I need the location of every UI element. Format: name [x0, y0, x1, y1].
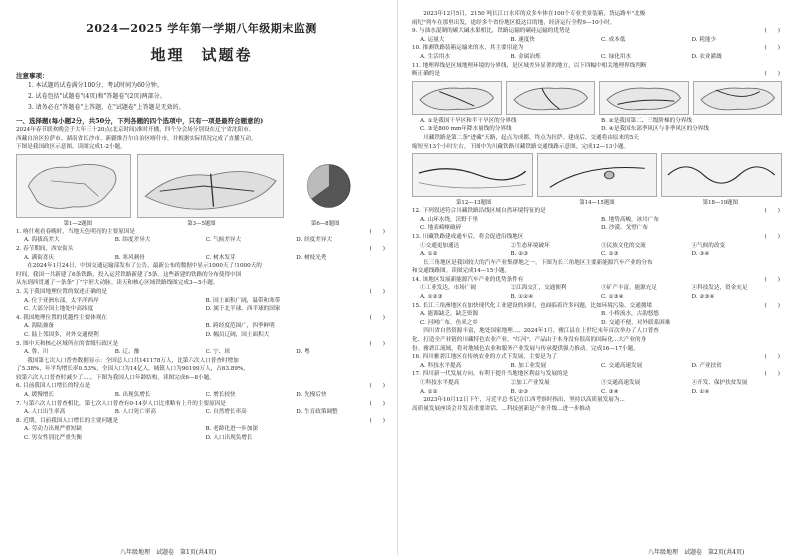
- option-b[interactable]: B. 加工业发展: [510, 362, 547, 369]
- option-c[interactable]: C. 河网广布，鱼米之乡: [420, 319, 478, 326]
- figure-row: [16, 154, 387, 218]
- exam-title: 2024—2025 学年第一学期八年级期末监测: [86, 22, 317, 35]
- option-b[interactable]: B. 寒风刺骨: [114, 254, 145, 261]
- question-13: 13. 川藏铁路建成通车后，将会促进沿线地区 ( ): [412, 233, 780, 240]
- question-17-statements: [420, 379, 782, 388]
- option-b[interactable]: B. 出现负增长: [114, 392, 151, 399]
- option-b[interactable]: B. 地势高峻，冰川广布: [601, 216, 660, 223]
- question-3-options: [24, 305, 387, 314]
- question-2-options: [24, 254, 387, 263]
- option-c[interactable]: C. 大部分国土地处中高纬度: [24, 306, 94, 313]
- intro-paragraph: 在2024年1月24日，中国交通运输部发布了公告，最新公布的数据中显示1000天了!1000天的: [16, 263, 262, 270]
- figure-caption: 第6—8题图: [310, 220, 340, 227]
- option-d[interactable]: D. 耗能少: [691, 36, 717, 43]
- statement: ④科技发达，资金充足: [691, 285, 748, 292]
- option-c[interactable]: C. ①③④: [601, 294, 624, 301]
- statement: ③矿产丰富，能源充足: [601, 285, 657, 292]
- question-14-options: [420, 293, 782, 302]
- boundary-maps: [412, 81, 782, 115]
- railway-route-figure: [412, 153, 533, 197]
- statement: ④开发、保护扶贫发展: [691, 380, 748, 386]
- intro-paragraph: 雨纪"列车在那里出发，途经多个省份地区抵达目的地，经济运行全程9—10小时。: [412, 19, 616, 26]
- option-b[interactable]: B. 速度快: [510, 36, 535, 43]
- question-4: 4. 我国地理位置的优越性主要体现在 ( ): [16, 314, 385, 321]
- option-c[interactable]: C. 树木发芽: [205, 254, 236, 261]
- option-a[interactable]: A. 缓慢增长: [24, 392, 54, 399]
- question-11: 断正确的是 ( ): [412, 71, 780, 78]
- question-15-options: [420, 310, 782, 319]
- question-11-options: [420, 125, 782, 134]
- intro-paragraph: 和交通线路图。读图完成14—15小题。: [412, 268, 511, 275]
- intro-paragraph: 下图是我国政区示意图。读图完成1-2小题。: [16, 144, 126, 151]
- question-15-options: [420, 319, 782, 328]
- intro-paragraph: 2024年春节联欢晚会于大年三十20点(北京时间)准时开播，四个分会场分别设在辽宁省沈阳市、: [16, 127, 255, 133]
- question-12: 12. 下列叙述符合川藏铁路沿线区域自然环境特征的是 ( ): [412, 208, 780, 215]
- option-d[interactable]: D. ①④: [691, 388, 710, 395]
- option-d[interactable]: D. 沙漠、戈壁广布: [601, 225, 648, 232]
- question-3-options: [24, 297, 387, 306]
- option-b[interactable]: B. ②是我国第二、三级阶梯的分界线: [601, 117, 692, 124]
- question-8: 8. 近期，目前我国人口增长的主要问题是 ( ): [16, 417, 385, 424]
- figure-caption: 第12—13题图: [456, 200, 492, 207]
- option-d[interactable]: D. 人口出现负增长: [205, 435, 253, 442]
- figure-row: [412, 153, 782, 197]
- option-c[interactable]: C. 成本低: [601, 36, 626, 43]
- question-7: 7. 与第六次人口普查相比，第七次人口普查有0-14岁人口比重略有上升的主要原因是 ( ): [16, 400, 385, 407]
- option-d[interactable]: D. ③④: [691, 251, 710, 258]
- option-b[interactable]: B. ②③: [510, 388, 529, 395]
- exam-page-1: 2024—2025 学年第一学期八年级期末监测 地理 试题卷 注意事项： 1. 本试题的试卷满分100分，考试时间为60分钟。 2. 试卷包括"试题卷"(4页)和"答题卷"(2页)两部分。 3. 请务必在"答题卷"上答题，在"试题卷"上答题是无效的。 一、选择题(每小题2分，共50分，下列各题的四个选项中，只有一项是最符合题意的) 2024年春节联欢晚会于大年三十20点(北京时间)准时开播，四个分会场分别设在辽宁省沈阳市、 西藏自治区拉萨市、湖南省长沙市、新疆维吾尔自治区喀什市，并根据实际情况完成了直播互动， 下图是我国政区示意图。读图完成1-2小题。 第1—2题图 第3—5题图 第6—8题图 1. 喀什观看春晚时，当地天色明亮的主要原因是 ( ) A. 海拔高差大 B. 纬度差异大 C. 气候差异大 D. 经度差异大 2. 春节期间，西安街头 ( ) A. 满街喜庆 B. 寒风刺骨 C. 树木发芽 D. 树枝光秃 在2024年1月24日，中国交通运输部发布了公告，最新公布的数据中显示1000天了!1000天的 时间，我国一共新建了6条铁路，投入运营铁路新建了5条。这些新建的铁路的分布使得中国 从东到西贯通了一条条"丁"字形大动脉。读天和核心区域铁路线图完成3—5小题。 3. 关于我国地理位置的叙述正确的是 ( ) A. 位于亚洲东部，太平洋西岸 B. 国土面积广阔，温带和寒带 C. 大部分国土地处中高纬度 D. 属于北半球、西半球的国家 4. 我国地理位置的优越性主要体现在 ( ) A. 海陆兼备 B. 跨经度范围广，四季鲜明 C. 陆上邻国多，对外交通便利 D. 幅员辽阔，国土面积大 5. 图中天和核心区域所在的省级行政区是 ( ) A. 鲁、川 B. 辽、豫 C. 宁、琼 D. 粤 我国第七次人口普查数据显示：全国总人口共141178万人，比第六次人口普查时增加 了5.38%，年平均增长率0.53%，全国人口为14亿人，城镇人口为90199万人，占63.89%， 较第六次人口普查时减少了....。下图为我国人口年龄结构，读图完成6—8小题。 6. 目前我国人口增长的特点是 ( ) A. 缓慢增长 B. 出现负增长 C. 增长较快 D. 先慢后快 7. 与第六次人口普查相比，第七次人口普查有0-14岁人口比重略有上升的主要原因是 ( ) A. 人口出生率高 B. 人口死亡率高 C. 自然增长率高 D. 生育政策调整 8. 近期，目前我国人口增长的主要问题是 ( ) A. 劳动力出现严重短缺 B. 老龄化进一步加深 C. 男女性别比严重失衡 D. 人口出现负增长 八年级地理 试题卷 第1页(共4页): [16, 22, 385, 555]
- yangtze-delta-figure: [537, 153, 658, 197]
- option-a[interactable]: A. ①是我国干旱区和半干旱区的分界线: [420, 117, 517, 124]
- option-a[interactable]: A. 海陆兼备: [24, 323, 54, 330]
- question-9: 9. 与油水混制的碳大碱水果相比，铁路运输的碳硅运输的优势是 ( ): [412, 28, 780, 35]
- boundary-map-3: [599, 81, 689, 115]
- statement: ①工业发达，市场广阔: [420, 285, 476, 292]
- option-a[interactable]: A. ①②③: [420, 294, 443, 301]
- question-5-options: [24, 348, 387, 357]
- question-5: 5. 图中天和核心区域所在的省级行政区是 ( ): [16, 340, 385, 347]
- intro-paragraph: 从东到西贯通了一条条"丁"字形大动脉。读天和核心区域铁路线图完成3—5小题。: [16, 280, 219, 287]
- option-c[interactable]: C. ③是800 mm年降水量线的分界线: [420, 126, 512, 133]
- option-a[interactable]: A. 能源缺乏，缺乏资源: [420, 311, 478, 318]
- question-2: 2. 春节期间，西安街头 ( ): [16, 245, 385, 252]
- intro-paragraph: 川藏铁路是第二条"进藏"天路，起点为成都，终点为拉萨。建成后，交通将由原来的5天: [412, 134, 639, 141]
- statement: ①交通更加通达: [420, 242, 460, 249]
- option-b[interactable]: B. 老龄化进一步加深: [205, 426, 258, 433]
- question-12-options: [420, 216, 782, 225]
- intro-paragraph: 份。雅砻江流域，将对地域色农业和服务产业发展与传承提供强力推动。完成16—17小题。: [412, 345, 639, 352]
- question-8-options: [24, 434, 387, 443]
- exam-page-2: 2023年12月5日，2150 吨长江口水库的众多车体在100个专业美景装箱，货运路车"北极 雨纪"列车在那里出发，途经多个省份地区抵达目的地，经济运行全程9—10小时。 9. 与油水混制的碳大碱水果相比，铁路运输的碳硅运输的优势是 ( ) A. 运量大 B. 速度快 C. 成本低 D. 耗能少 10. 推测铁路装箱运输来的水，其主要用途为 ( ) A. 生活用水 B. 金属冶炼 C. 绿化用水 D. 农业灌溉 11. 地理界线是区域地理环境的分界线，是区域差异显著的地方，以下四幅中相关地理界线判断 断正确的是 ( ) A. ①是我国干旱区和半干旱区的分界线 B. ②是我国第二、三级阶梯的分界线 C. ③是800 mm年降水量线的分界线 D. ④是我国东部季风区与非季风区的分界线 川藏铁路是第二条"进藏"天路，起点为成都，终点为拉萨。建成后，交通将由原来的5天 缩短至13个小时左右。下图中为川藏铁路川藏铁路交通线路示意图。完成12—13小题。 第12—13题图 第14—15题图 第18—19题图 12. 下列叙述符合川藏铁路沿线区域自然环境特征的是 ( ) A. 山环水绕，沃野千里 B. 地势高峻，冰川广布 C. 地表崎岖破碎 D. 沙漠、戈壁广布 13. 川藏铁路建成通车后，将会促进沿线地区 ( ) ①交通更加通达 ②生态环境破坏 ③民族文化的交流 ④气候的改变 A. ①② B. ②③ C. ①③ D. ③④ 长三角地区是我国较大的汽车产业集群地之一，下图为长三角地区主要新能源汽车产业的分布 和交通线路图。读图完成14—15小题。 14. 该地区发展新能源汽车产业的优势条件有 ( ) ①工业发达，市场广阔 ②江海交汇，交通便利 ③矿产丰富，能源充足 ④科技发达，资金充足 A. ①②③ B. ①②④ C. ①③④ D. ②③④ 15. 长江三角洲地区在加快现代化工业建设的同时，也面临着许多问题，比如环境污染、交通拥堵 ( ) A. 能源缺乏，缺乏资源 B. 小桥流水，古韵悠悠 C. 河网广布，鱼米之乡 D. 交通不便，对外联系困难 四川省自然资源丰富，地处国家地理...。2024年1月，雅江县在上世纪末年首次举办了人口普查 化、打造全产业链的川藏特色农业产业。"红河"，产品由于本身没有很高的国际化...大产业的身 份。雅砻江流域，将对地域色农业和服务产业发展与传承提供强力推动。完成16—17小题。 16. 四川雅砻江地区在传统农业的方式下发展，主要是为了 ( ) A. 科技水平提高 B. 加工业发展 C. 交通高速发展 D. 产业扶贫 17. 四川新一代发展方向，有利于提升当地地区利益与发展的是 ( ) ①科技水平提高 ②加工产业发展 ③交通高速发展 ④开发、保护扶贫发展 A. ①② B. ②③ C. ③④ D. ①④ 2023年10月12日下午，习近平总书记在江西考察时指出，坚持以高质量发展为... 高质量发展座谈会并发表重要讲话。...科技创新是产业升级...进一步推动 八年级地理 试题卷 第2页(共4页): [397, 0, 794, 555]
- question-13-statements: [420, 242, 782, 251]
- intro-paragraph: 时间，我国一共新建了6条铁路，投入运营铁路新建了5条。这些新建的铁路的分布使得中国: [16, 271, 242, 278]
- option-b[interactable]: B. 辽、豫: [114, 349, 140, 356]
- intro-paragraph: 我国第七次人口普查数据显示：全国总人口共141178万人，比第六次人口普查时增加: [16, 357, 239, 364]
- option-c[interactable]: C. 气候差异大: [205, 237, 242, 244]
- question-6: 6. 目前我国人口增长的特点是 ( ): [16, 383, 385, 390]
- intro-paragraph: 2023年12月5日，2150 吨长江口水库的众多车体在100个专业美景装箱，货运路车"北极: [412, 11, 646, 17]
- exam-subtitle: 地理 试题卷: [150, 46, 253, 64]
- option-d[interactable]: D. 先慢后快: [296, 392, 327, 399]
- option-a[interactable]: A. 生活用水: [420, 53, 450, 60]
- option-a[interactable]: A. 山环水绕，沃野千里: [420, 216, 478, 223]
- figure-caption: 第1—2题图: [63, 220, 93, 227]
- question-9-options: [420, 36, 782, 45]
- option-b[interactable]: B. 金属冶炼: [510, 53, 541, 60]
- option-c[interactable]: C. ③④: [601, 388, 619, 395]
- question-12-options: [420, 224, 782, 233]
- question-11: 11. 地理界线是区域地理环境的分界线，是区域差异显著的地方，以下四幅中相关地理界线判断: [412, 62, 647, 69]
- option-b[interactable]: B. ①②④: [510, 294, 534, 301]
- intro-paragraph: 2023年10月12日下午，习近平总书记在江西考察时指出，坚持以高质量发展为...: [412, 397, 625, 404]
- option-d[interactable]: D. 产业扶贫: [691, 362, 722, 369]
- population-pie-figure: [290, 154, 387, 218]
- option-c[interactable]: C. 陆上邻国多，对外交通便利: [24, 331, 99, 338]
- option-b[interactable]: B. 人口死亡率高: [114, 409, 156, 416]
- boundary-map-4: [693, 81, 783, 115]
- option-c[interactable]: C. 男女性别比严重失衡: [24, 435, 82, 442]
- option-d[interactable]: D. 属于北半球、西半球的国家: [205, 306, 281, 313]
- question-15: 15. 长江三角洲地区在加快现代化工业建设的同时，也面临着许多问题，比如环境污染、交通拥堵 ( ): [412, 302, 780, 309]
- intro-paragraph: 高质量发展座谈会并发表重要讲话。...科技创新是产业升级...进一步推动: [412, 405, 591, 412]
- question-10: 10. 推测铁路装箱运输来的水，其主要用途为 ( ): [412, 45, 780, 52]
- question-4-options: [24, 331, 387, 340]
- figure-caption: 第18—19题图: [702, 200, 738, 207]
- boundary-map-1: [412, 81, 502, 115]
- statement: ②加工产业发展: [510, 380, 550, 386]
- question-4-options: [24, 322, 387, 331]
- option-a[interactable]: A. 满街喜庆: [24, 254, 54, 261]
- option-a[interactable]: A. 海拔高差大: [24, 237, 60, 244]
- boundary-map-2: [506, 81, 596, 115]
- question-14: 14. 该地区发展新能源汽车产业的优势条件有 ( ): [412, 276, 780, 283]
- option-d[interactable]: D. 生育政策调整: [296, 409, 338, 416]
- statement: ④气候的改变: [691, 242, 726, 249]
- option-c[interactable]: C. 地表崎岖破碎: [420, 225, 462, 232]
- question-13-options: [420, 250, 782, 259]
- question-10-options: [420, 53, 782, 62]
- question-6-options: [24, 391, 387, 400]
- figure-captions: [412, 199, 782, 207]
- statement: ①科技水平提高: [420, 380, 460, 386]
- question-16-options: [420, 362, 782, 371]
- option-c[interactable]: C. 自然增长率高: [205, 409, 247, 416]
- intro-paragraph: 西藏自治区拉萨市、湖南省长沙市、新疆维吾尔自治区喀什市，并根据实际情况完成了直播互动，: [16, 135, 257, 142]
- intro-paragraph: 缩短至13个小时左右。下图中为川藏铁路川藏铁路交通线路示意图。完成12—13小题。: [412, 143, 630, 150]
- statement: ③交通高速发展: [601, 380, 641, 386]
- note-2: 2. 试卷包括"试题卷"(4页)和"答题卷"(2页)两部分。: [28, 93, 166, 100]
- intro-paragraph: 四川省自然资源丰富，地处国家地理...。2024年1月，雅江县在上世纪末年首次举办了人口普查: [412, 328, 659, 335]
- intro-paragraph: 了5.38%，年平均增长率0.53%，全国人口为14亿人，城镇人口为90199万人，占63.89%，: [16, 366, 249, 373]
- figure-captions: [16, 220, 387, 228]
- notes-heading: 注意事项：: [16, 72, 49, 80]
- question-3: 3. 关于我国地理位置的叙述正确的是 ( ): [16, 288, 385, 295]
- option-c[interactable]: C. 绿化用水: [601, 53, 632, 60]
- option-d[interactable]: D. 农业灌溉: [691, 53, 722, 60]
- intro-paragraph: 较第六次人口普查时减少了....。下图为我国人口年龄结构，读图完成6—8小题。: [16, 374, 215, 381]
- figure-caption: 第14—15题图: [579, 200, 615, 207]
- railway-map-figure: [137, 154, 284, 218]
- option-a[interactable]: A. 劳动力出现严重短缺: [24, 426, 82, 433]
- option-a[interactable]: A. ①②: [420, 251, 438, 258]
- option-a[interactable]: A. 运量大: [420, 36, 445, 43]
- option-d[interactable]: D. ④是我国东部季风区与非季风区的分界线: [601, 126, 709, 133]
- note-3: 3. 请务必在"答题卷"上答题，在"试题卷"上答题是无效的。: [28, 104, 185, 111]
- question-7-options: [24, 408, 387, 417]
- option-c[interactable]: C. 交通高速发展: [601, 362, 643, 369]
- option-a[interactable]: A. 人口出生率高: [24, 409, 66, 416]
- option-d[interactable]: D. 树枝光秃: [296, 254, 327, 261]
- option-b[interactable]: B. 国土面积广阔，温带和寒带: [205, 297, 281, 304]
- question-1: 1. 喀什观看春晚时，当地天色明亮的主要原因是 ( ): [16, 228, 385, 235]
- option-c[interactable]: C. 增长较快: [205, 392, 236, 399]
- question-16: 16. 四川雅砻江地区在传统农业的方式下发展，主要是为了 ( ): [412, 354, 780, 361]
- question-17-options: [420, 388, 782, 397]
- question-17: 17. 四川新一代发展方向，有利于提升当地地区利益与发展的是 ( ): [412, 371, 780, 378]
- option-a[interactable]: A. 鲁、川: [24, 349, 49, 356]
- option-a[interactable]: A. 科技水平提高: [420, 362, 462, 369]
- option-b[interactable]: B. ②③: [510, 251, 529, 258]
- intro-paragraph: 长三角地区是我国较大的汽车产业集群地之一，下图为长三角地区主要新能源汽车产业的分布: [412, 259, 653, 266]
- option-d[interactable]: D. 交通不便，对外联系困难: [601, 319, 671, 326]
- china-map-figure: [16, 154, 131, 218]
- option-a[interactable]: A. ①②: [420, 388, 438, 395]
- figure-caption: 第3—5题图: [187, 220, 216, 227]
- option-c[interactable]: C. ①③: [601, 251, 619, 258]
- section-heading: 一、选择题(每小题2分，共50分，下列各题的四个选项中，只有一项是最符合题意的): [16, 117, 264, 125]
- river-figure: [661, 153, 782, 197]
- option-d[interactable]: D. ②③④: [691, 294, 715, 301]
- question-8-options: [24, 425, 387, 434]
- statement: ②生态环境破坏: [510, 242, 550, 249]
- statement: ②江海交汇，交通便利: [510, 285, 567, 292]
- question-11-options: [420, 117, 782, 126]
- question-14-statements: [420, 284, 782, 293]
- option-b[interactable]: B. 跨经度范围广，四季鲜明: [205, 323, 275, 330]
- intro-paragraph: 化、打造全产业链的川藏特色农业产业。"红河"，产品由于本身没有很高的国际化...大产业的身: [412, 337, 647, 344]
- option-b[interactable]: B. 小桥流水，古韵悠悠: [601, 311, 660, 318]
- option-c[interactable]: C. 宁、琼: [205, 349, 230, 356]
- option-d[interactable]: D. 粤: [296, 349, 310, 356]
- option-d[interactable]: D. 幅员辽阔，国土面积大: [205, 331, 270, 338]
- option-d[interactable]: D. 经度差异大: [296, 237, 333, 244]
- note-1: 1. 本试题的试卷满分100分，考试时间为60分钟。: [28, 82, 163, 89]
- question-1-options: [24, 236, 387, 245]
- statement: ③民族文化的交流: [601, 242, 646, 249]
- option-b[interactable]: B. 纬度差异大: [114, 237, 151, 244]
- option-a[interactable]: A. 位于亚洲东部，太平洋西岸: [24, 297, 99, 304]
